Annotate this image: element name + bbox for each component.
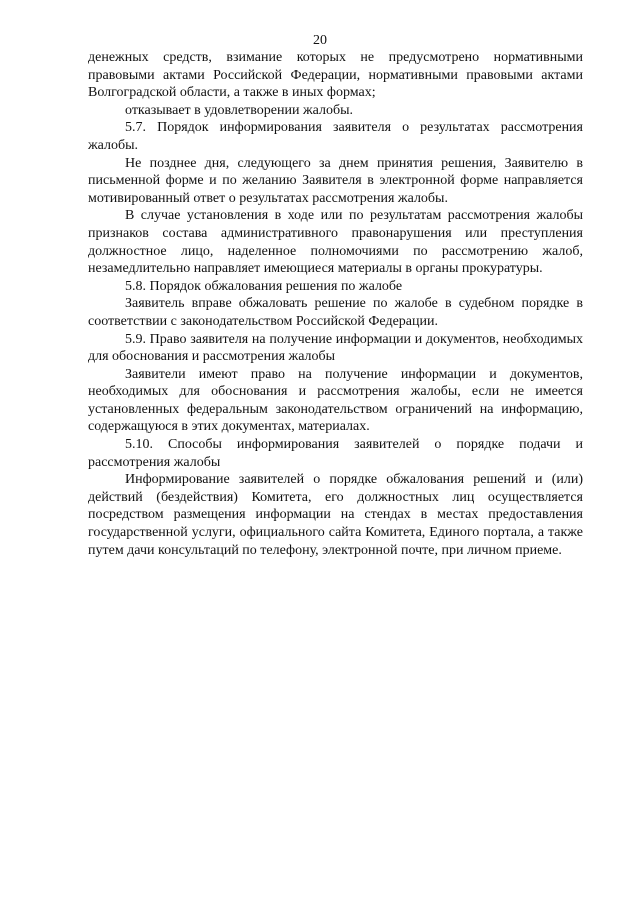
- section-5-10-heading: 5.10. Способы информирования заявителей о порядке подачи и рассмотрения жалобы: [88, 437, 583, 470]
- section-5-9-heading: 5.9. Право заявителя на получение информации и документов, необходимых для обоснования и рассмотрения жалобы: [88, 331, 583, 365]
- paragraph-1: денежных средств, взимание которых не предусмотрено нормативными правовыми актами Российской Федерации, нормативными правовыми актами Волгоградской области, а также в иных формах;: [88, 50, 583, 101]
- paragraph-7: Заявитель вправе обжаловать решение по жалобе в судебном порядке в соответствии с законодательством Российской Федерации.: [88, 296, 583, 329]
- section-5-7-heading: 5.7. Порядок информирования заявителя о результатах рассмотрения жалобы.: [88, 120, 583, 153]
- section-5-8-heading: 5.8. Порядок обжалования решения по жалобе: [125, 278, 403, 294]
- page-number: 20: [313, 33, 327, 48]
- paragraph-2: отказывает в удовлетворении жалобы.: [125, 102, 353, 118]
- paragraph-11: Информирование заявителей о порядке обжалования решений и (или) действий (бездействия) Комитета, его должностных лиц осуществляется посредством размещения информации на стендах в местах предоставления государственной услуги, официального сайта Комитета, Единого портала, а также путем дачи консультаций по телефону, электронной почте, при личном приеме.: [88, 472, 583, 558]
- document-body: [88, 49, 583, 559]
- paragraph-9: Заявители имеют право на получение информации и документов, необходимых для обоснования и рассмотрения жалобы, если не имеется установленных федеральным законодательством ограничений на информацию, содержащуюся в этих документах, материалах.: [88, 366, 583, 435]
- paragraph-5: В случае установления в ходе или по результатам рассмотрения жалобы признаков состава административного правонарушения или преступления должностное лицо, наделенное полномочиями по рассмотрению жалоб, незамедлительно направляет имеющиеся материалы в органы прокуратуры.: [88, 208, 583, 277]
- paragraph-4: Не позднее дня, следующего за днем принятия решения, Заявителю в письменной форме и по желанию Заявителя в электронной форме направляется мотивированный ответ о результатах рассмотрения жалобы.: [88, 155, 583, 206]
